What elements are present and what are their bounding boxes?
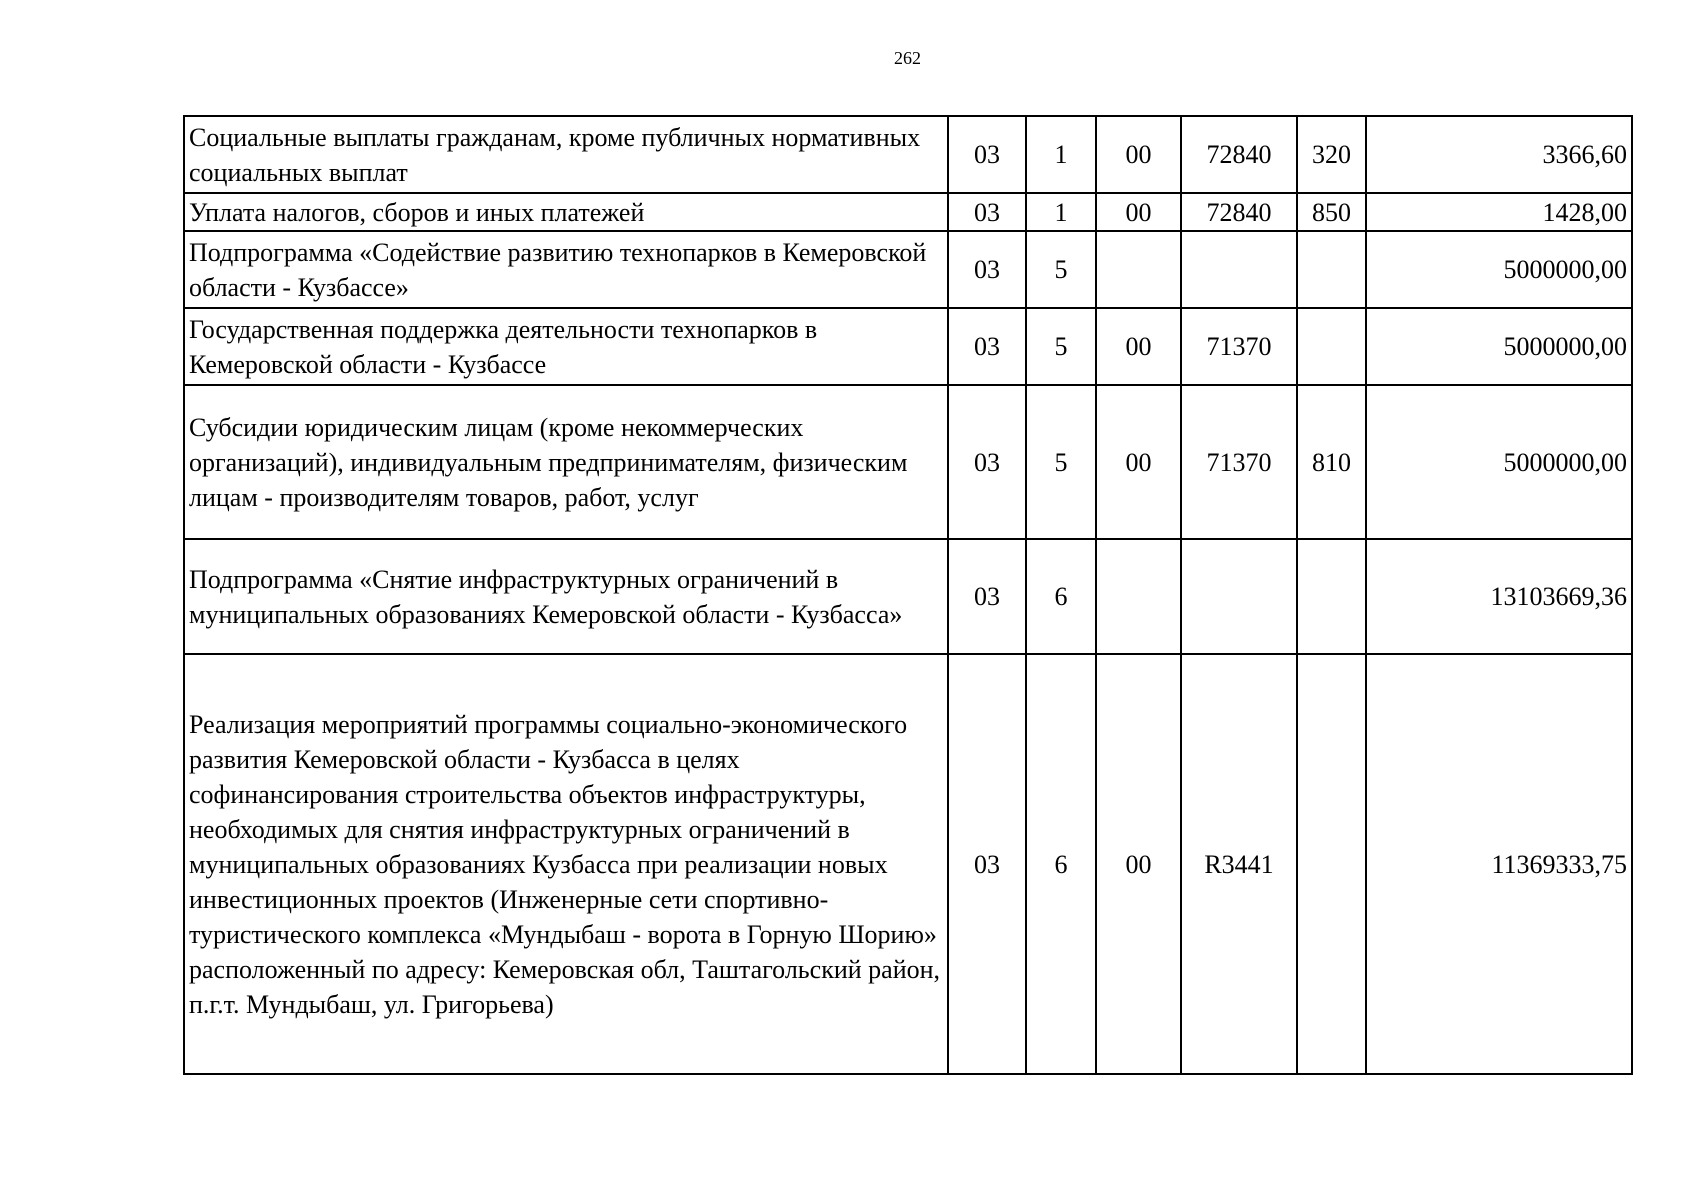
row-program-code: 5 — [1026, 385, 1096, 539]
row-section-code: 03 — [948, 116, 1026, 193]
row-program-code: 1 — [1026, 193, 1096, 231]
row-amount: 3366,60 — [1366, 116, 1632, 193]
row-expense-type-code — [1297, 231, 1366, 308]
row-subprogram-code: 00 — [1096, 385, 1181, 539]
row-subprogram-code — [1096, 539, 1181, 654]
row-subprogram-code: 00 — [1096, 193, 1181, 231]
table-row — [184, 539, 1632, 654]
row-section-code: 03 — [948, 539, 1026, 654]
row-direction-code: 72840 — [1181, 193, 1297, 231]
row-expense-type-code: 850 — [1297, 193, 1366, 231]
row-direction-code: R3441 — [1181, 654, 1297, 1074]
row-expense-type-code — [1297, 539, 1366, 654]
row-name: Реализация мероприятий программы социально-экономического развития Кемеровской области - Кузбасса в целях софинансирования строительства объектов инфраструктуры, необходимых для снятия инфраструктурных ограничений в муниципальных образованиях Кузбасса при реализации новых инвестиционных проектов (Инженерные сети спортивно-туристического комплекса «Мундыбаш - ворота в Горную Шорию» расположенный по адресу: Кемеровская обл, Таштагольский район, п.г.т. Мундыбаш, ул. Григорьева) — [184, 654, 948, 1074]
page-number: 262 — [894, 48, 921, 68]
row-expense-type-code — [1297, 654, 1366, 1074]
row-subprogram-code — [1096, 231, 1181, 308]
table-row — [184, 193, 1632, 231]
row-program-code: 6 — [1026, 654, 1096, 1074]
row-section-code: 03 — [948, 231, 1026, 308]
row-amount: 5000000,00 — [1366, 385, 1632, 539]
row-program-code: 5 — [1026, 231, 1096, 308]
row-section-code: 03 — [948, 385, 1026, 539]
row-program-code: 5 — [1026, 308, 1096, 385]
row-amount: 5000000,00 — [1366, 308, 1632, 385]
row-direction-code: 71370 — [1181, 308, 1297, 385]
row-expense-type-code — [1297, 308, 1366, 385]
row-name: Подпрограмма «Содействие развитию технопарков в Кемеровской области - Кузбассе» — [184, 231, 948, 308]
row-name: Субсидии юридическим лицам (кроме некоммерческих организаций), индивидуальным предпринимателям, физическим лицам - производителям товаров, работ, услуг — [184, 385, 948, 539]
table-row — [184, 385, 1632, 539]
row-direction-code: 72840 — [1181, 116, 1297, 193]
row-name: Социальные выплаты гражданам, кроме публичных нормативных социальных выплат — [184, 116, 948, 193]
row-subprogram-code: 00 — [1096, 116, 1181, 193]
row-section-code: 03 — [948, 654, 1026, 1074]
table-row — [184, 116, 1632, 193]
row-name: Подпрограмма «Снятие инфраструктурных ограничений в муниципальных образованиях Кемеровской области - Кузбасса» — [184, 539, 948, 654]
row-name: Уплата налогов, сборов и иных платежей — [184, 193, 948, 231]
row-amount: 1428,00 — [1366, 193, 1632, 231]
row-direction-code — [1181, 539, 1297, 654]
row-direction-code — [1181, 231, 1297, 308]
table-row — [184, 654, 1632, 1074]
row-amount: 13103669,36 — [1366, 539, 1632, 654]
row-subprogram-code: 00 — [1096, 654, 1181, 1074]
row-subprogram-code: 00 — [1096, 308, 1181, 385]
row-expense-type-code: 810 — [1297, 385, 1366, 539]
row-amount: 11369333,75 — [1366, 654, 1632, 1074]
table-row — [184, 308, 1632, 385]
budget-table — [183, 115, 1633, 1075]
row-amount: 5000000,00 — [1366, 231, 1632, 308]
row-section-code: 03 — [948, 193, 1026, 231]
row-expense-type-code: 320 — [1297, 116, 1366, 193]
row-direction-code: 71370 — [1181, 385, 1297, 539]
row-program-code: 6 — [1026, 539, 1096, 654]
table-row — [184, 231, 1632, 308]
row-program-code: 1 — [1026, 116, 1096, 193]
row-section-code: 03 — [948, 308, 1026, 385]
row-name: Государственная поддержка деятельности технопарков в Кемеровской области - Кузбассе — [184, 308, 948, 385]
